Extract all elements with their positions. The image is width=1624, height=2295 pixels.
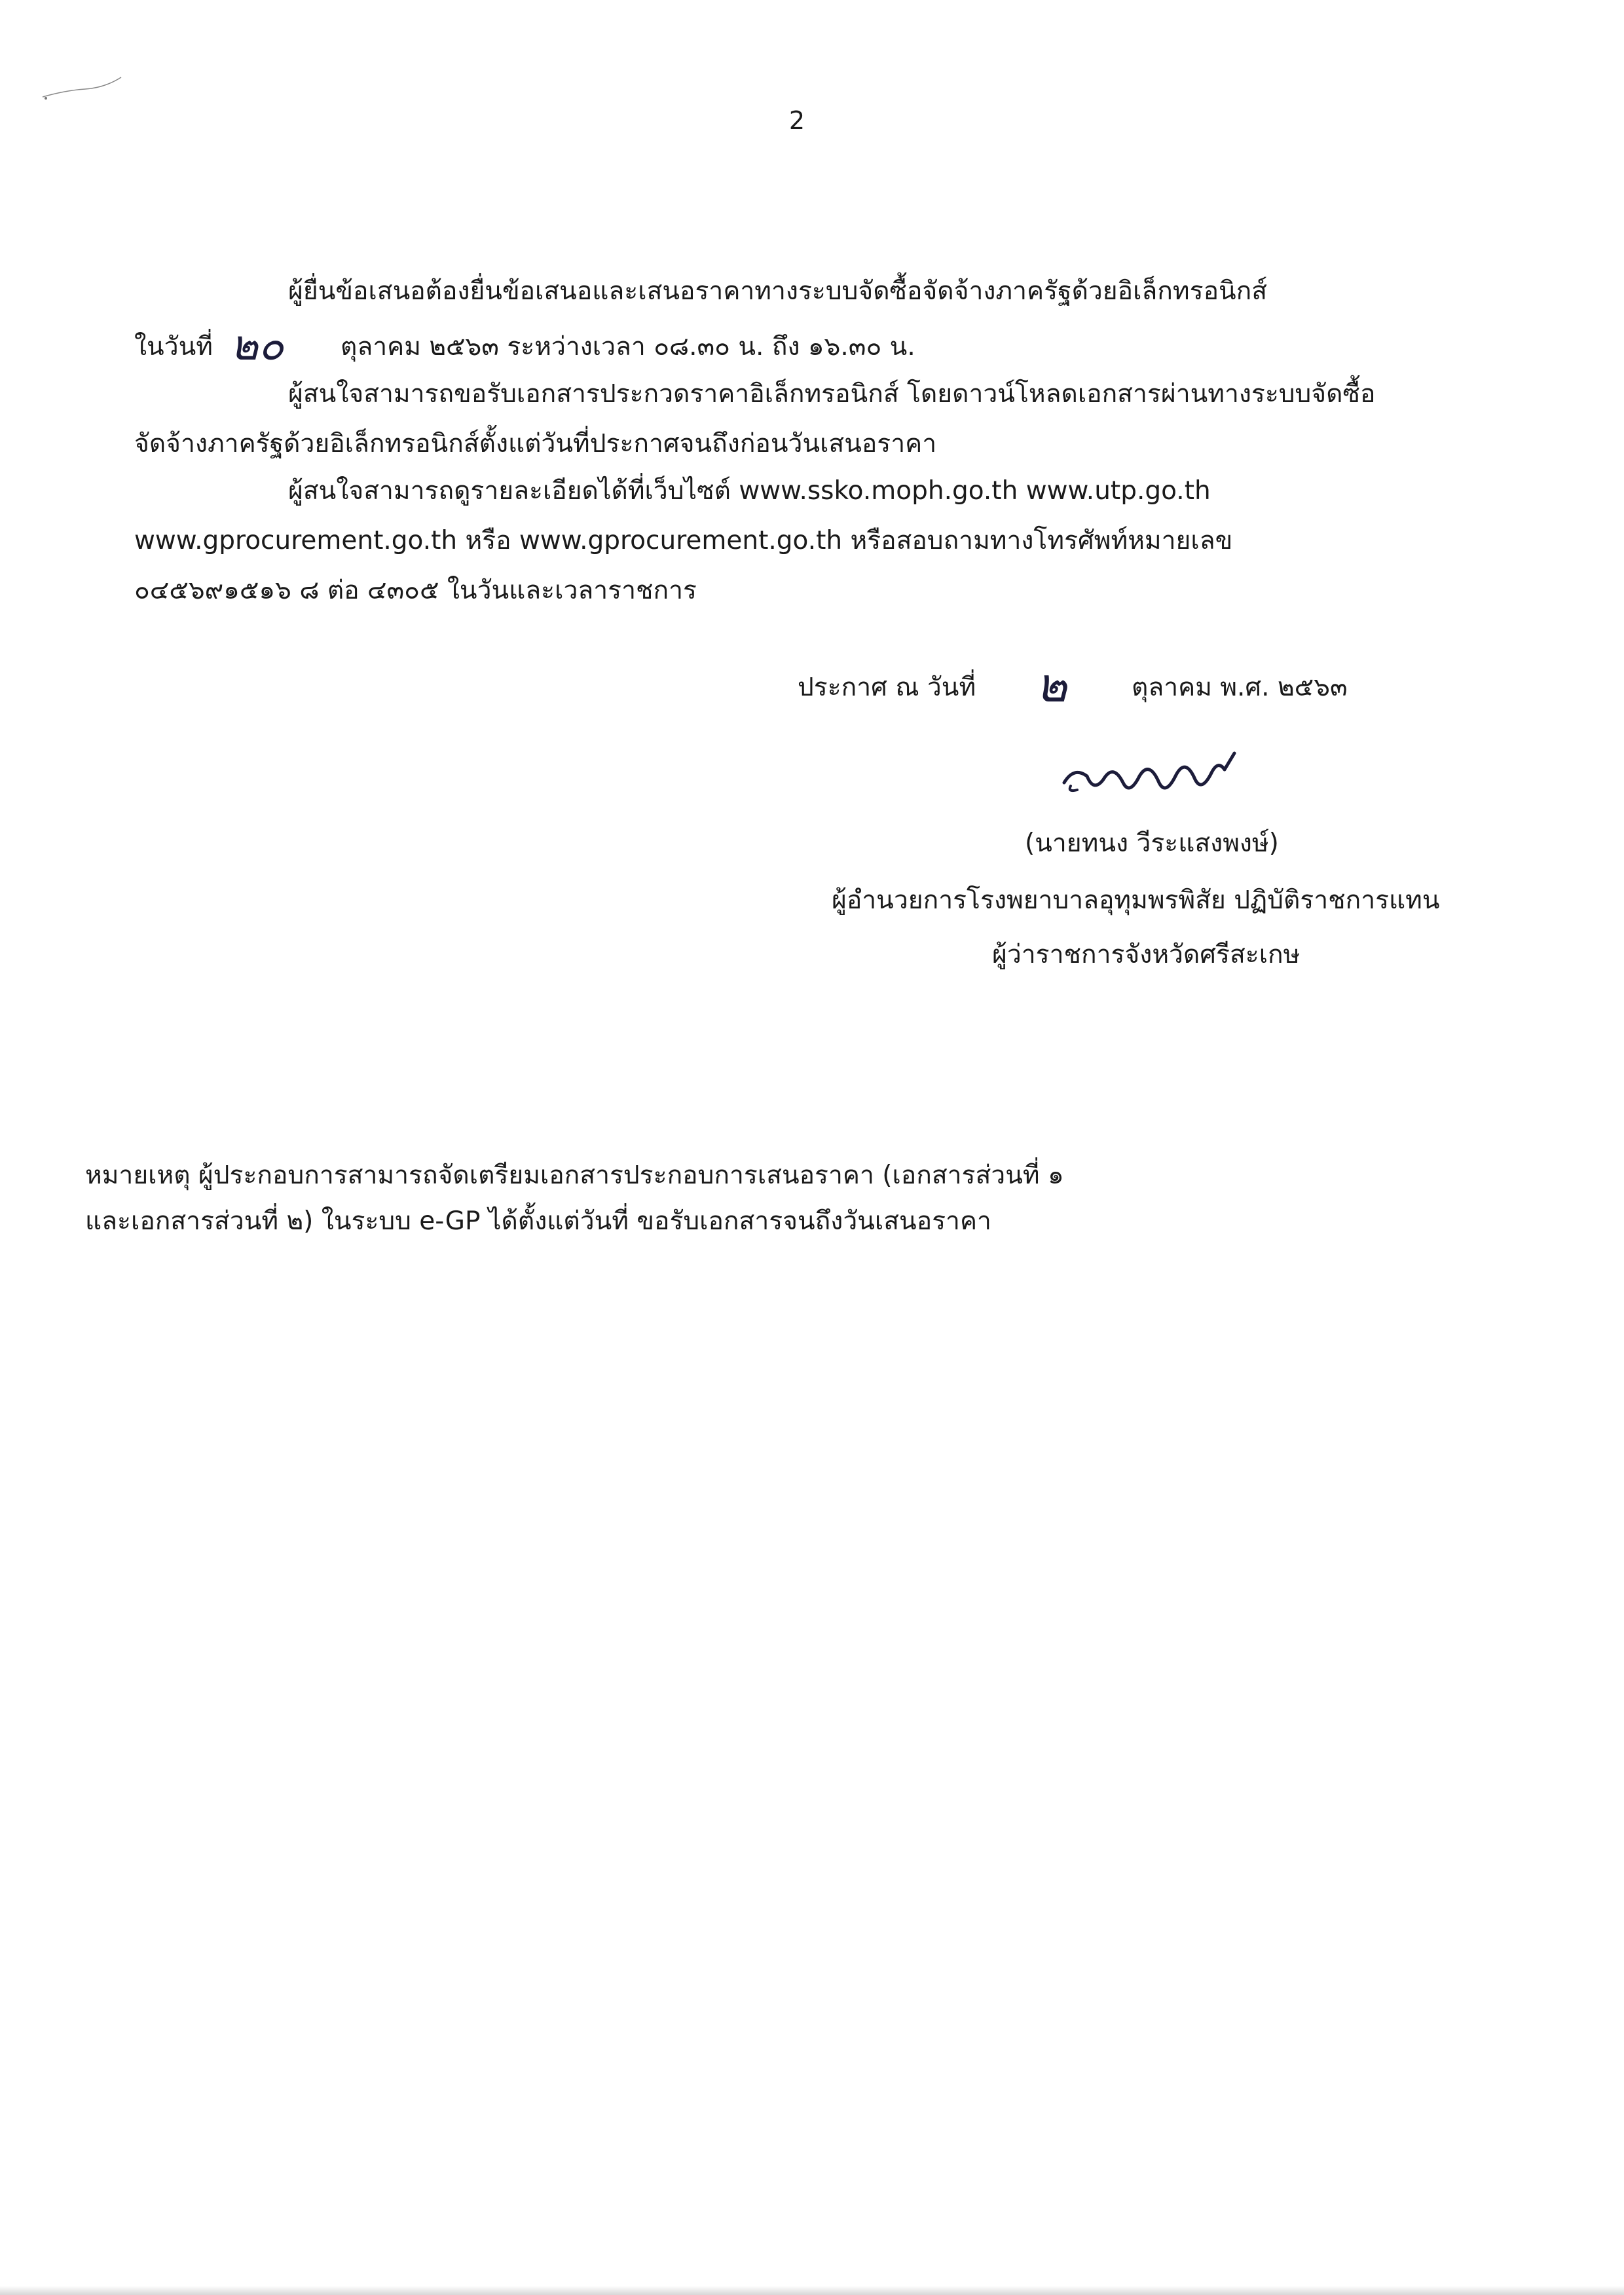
para2-line1: ผู้สนใจสามารถขอรับเอกสารประกวดราคาอิเล็กทรอนิกส์ โดยดาวน์โหลดเอกสารผ่านทางระบบจัดซื้อ: [288, 379, 1376, 409]
announcement-prefix: ประกาศ ณ วันที่: [798, 673, 976, 702]
signatory-position-1: ผู้อำนวยการโรงพยาบาลอุทุมพรพิสัย ปฏิบัติราชการแทน: [832, 886, 1440, 915]
scan-bottom-edge: [0, 2286, 1624, 2295]
signatory-position-2: ผู้ว่าราชการจังหวัดศรีสะเกษ: [992, 940, 1301, 969]
para3-line1: ผู้สนใจสามารถดูรายละเอียดได้ที่เว็บไซต์ www.ssko.moph.go.th www.utp.go.th: [288, 476, 1211, 506]
scan-artifact-mark: [39, 71, 124, 103]
page-number: 2: [788, 106, 805, 135]
para3-line2: www.gprocurement.go.th หรือ www.gprocurement.go.th หรือสอบถามทางโทรศัพท์หมายเลข: [134, 526, 1233, 555]
handwritten-day-20: ๒๐: [231, 322, 284, 370]
signatory-name: (นายทนง วีระแสงพงษ์): [1025, 829, 1279, 858]
para1-line2-prefix: ในวันที่: [134, 332, 213, 362]
note-line1: หมายเหตุ ผู้ประกอบการสามารถจัดเตรียมเอกสารประกอบการเสนอราคา (เอกสารส่วนที่ ๑: [85, 1161, 1064, 1190]
handwritten-signature: [1058, 747, 1254, 806]
para1-line2-rest: ตุลาคม ๒๕๖๓ ระหว่างเวลา ๐๘.๓๐ น. ถึง ๑๖.๓๐ น.: [341, 332, 915, 362]
handwritten-day-2: ๒: [1036, 658, 1067, 713]
announcement-rest: ตุลาคม พ.ศ. ๒๕๖๓: [1132, 673, 1348, 702]
para1-line1: ผู้ยื่นข้อเสนอต้องยื่นข้อเสนอและเสนอราคาทางระบบจัดซื้อจัดจ้างภาครัฐด้วยอิเล็กทรอนิกส์: [288, 276, 1268, 306]
para3-line3: ๐๔๕๖๙๑๕๑๖ ๘ ต่อ ๔๓๐๕ ในวันและเวลาราชการ: [134, 576, 697, 605]
para2-line2: จัดจ้างภาครัฐด้วยอิเล็กทรอนิกส์ตั้งแต่วันที่ประกาศจนถึงก่อนวันเสนอราคา: [134, 429, 937, 458]
note-line2: และเอกสารส่วนที่ ๒) ในระบบ e-GP ได้ตั้งแต่วันที่ ขอรับเอกสารจนถึงวันเสนอราคา: [85, 1206, 991, 1236]
